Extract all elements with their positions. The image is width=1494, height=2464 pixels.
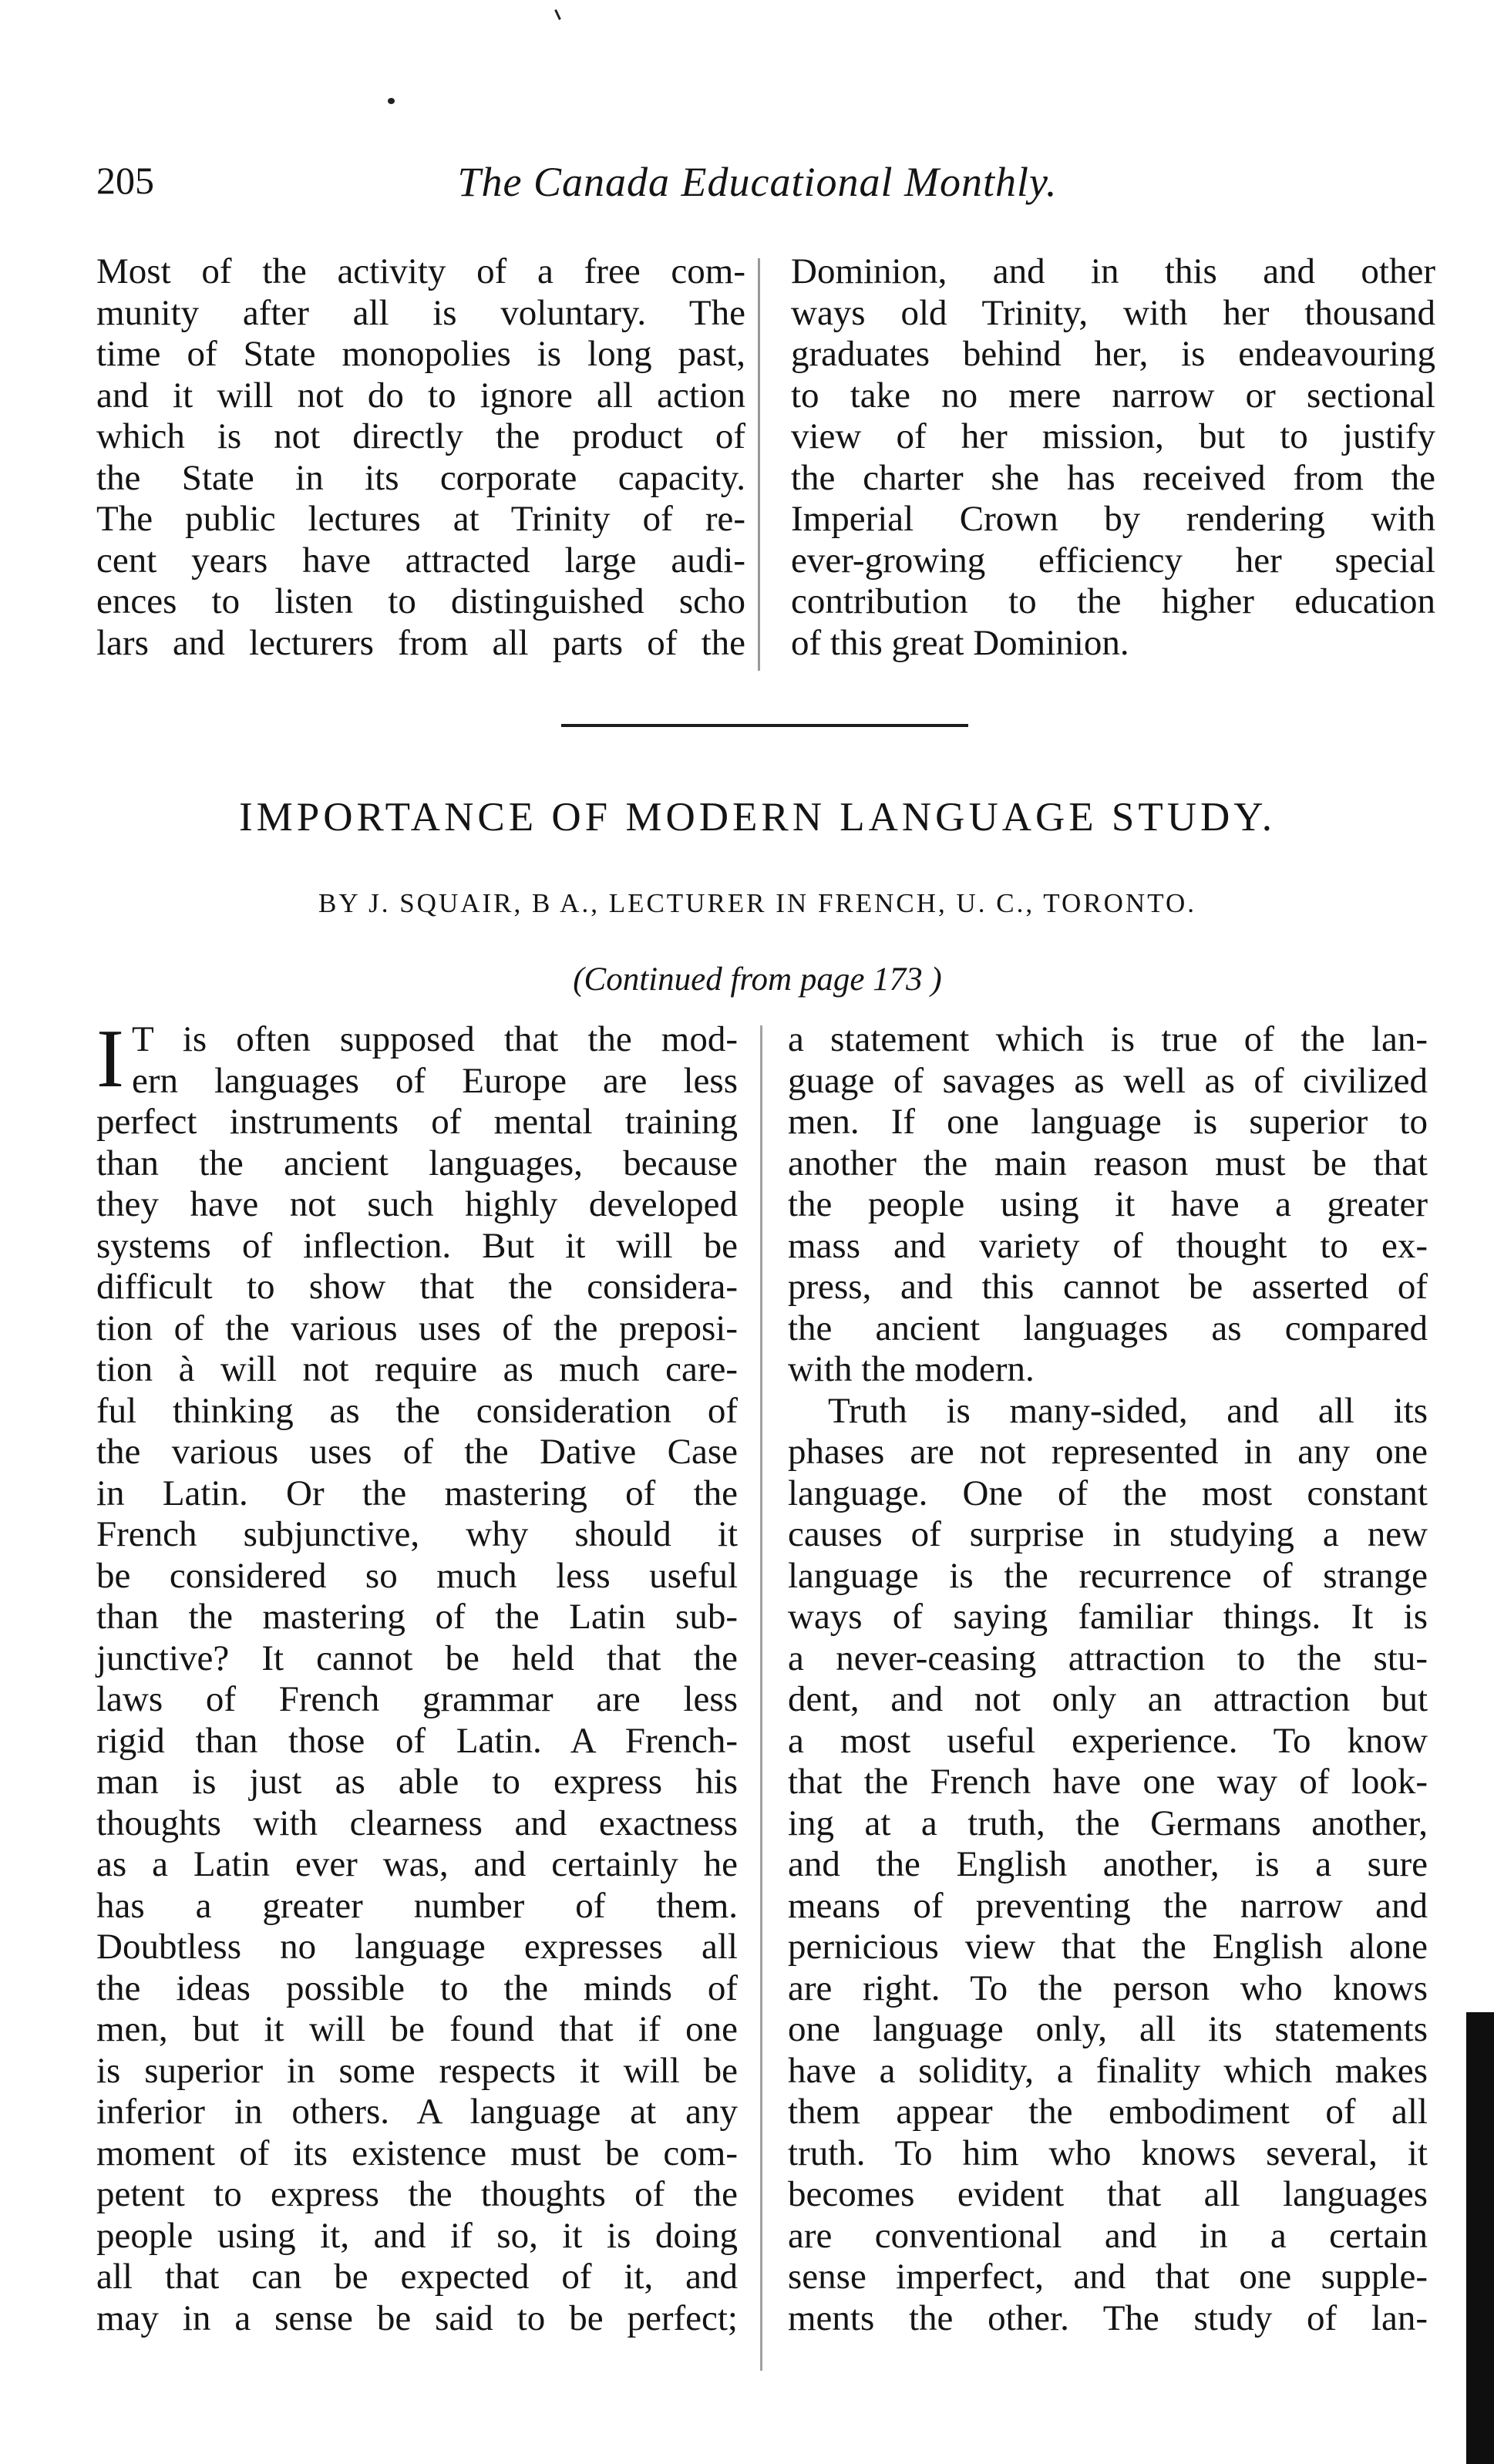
text-line: in Latin. Or the mastering of the: [96, 1473, 738, 1513]
text-line: Imperial Crown by rendering with: [791, 499, 1435, 539]
text-line: dent, and not only an attraction but: [788, 1679, 1428, 1719]
article-title: IMPORTANCE OF MODERN LANGUAGE STUDY.: [238, 795, 1277, 840]
text-line: cent years have attracted large audi-: [96, 540, 745, 581]
text-line: a statement which is true of the lan-: [788, 1019, 1428, 1059]
scan-edge-shadow: [1466, 2012, 1494, 2464]
text-line: has a greater number of them.: [96, 1885, 738, 1926]
text-line: tion à will not require as much care-: [96, 1349, 738, 1389]
text-line: difficult to show that the considera-: [96, 1267, 738, 1307]
article-right-column: [788, 1019, 1428, 2339]
text-line: press, and this cannot be asserted of: [788, 1267, 1428, 1307]
text-line: to take no mere narrow or sectional: [791, 375, 1435, 416]
page-header: [96, 158, 1418, 212]
text-line: becomes evident that all languages: [788, 2174, 1428, 2214]
text-line: graduates behind her, is endeavouring: [791, 334, 1435, 374]
text-line: of this great Dominion.: [791, 622, 1129, 663]
text-line: the people using it have a greater: [788, 1184, 1428, 1224]
text-line: lars and lecturers from all parts of the: [96, 622, 745, 663]
text-line: Doubtless no language expresses all: [96, 1927, 738, 1967]
top-left-column: [96, 251, 745, 664]
text-line: the various uses of the Dative Case: [96, 1432, 738, 1472]
text-line: than the ancient languages, because: [96, 1143, 738, 1183]
continued-note: (Continued from page 173 ): [573, 961, 942, 998]
text-line: ever-growing efficiency her special: [791, 540, 1435, 581]
text-line: that the French have one way of look-: [788, 1762, 1428, 1802]
text-line: inferior in others. A language at any: [96, 2092, 738, 2132]
text-line: causes of surprise in studying a new: [788, 1514, 1428, 1554]
text-line: them appear the embodiment of all: [788, 2092, 1428, 2132]
text-line: the ideas possible to the minds of: [96, 1967, 738, 2008]
text-line: pernicious view that the English alone: [788, 1927, 1428, 1967]
text-line: which is not directly the product of: [96, 416, 745, 456]
text-line: are conventional and in a certain: [788, 2215, 1428, 2256]
text-line: Dominion, and in this and other: [791, 251, 1435, 291]
article-byline: BY J. SQUAIR, B A., LECTURER IN FRENCH, U. C., TORONTO.: [318, 888, 1196, 918]
text-line: petent to express the thoughts of the: [96, 2174, 738, 2214]
text-line: French subjunctive, why should it: [96, 1514, 738, 1554]
article-left-column: [96, 1013, 738, 2339]
text-line: ences to listen to distinguished scho: [96, 581, 745, 621]
text-line: people using it, and if so, it is doing: [96, 2215, 738, 2256]
text-line: systems of inflection. But it will be: [96, 1225, 738, 1266]
text-line: men, but it will be found that if one: [96, 2009, 738, 2049]
text-line: Most of the activity of a free com-: [96, 251, 745, 291]
text-line: be considered so much less useful: [96, 1555, 738, 1596]
text-line: is superior in some respects it will be: [96, 2050, 738, 2091]
text-line: the State in its corporate capacity.: [96, 457, 745, 498]
text-line: junctive? It cannot be held that the: [96, 1638, 738, 1678]
text-line: ways of saying familiar things. It is: [788, 1597, 1428, 1637]
text-line: mass and variety of thought to ex-: [788, 1225, 1428, 1266]
drop-cap: I: [96, 1013, 124, 1105]
text-line: the ancient languages as compared: [788, 1308, 1428, 1348]
text-line: means of preventing the narrow and: [788, 1885, 1428, 1926]
text-line: language is the recurrence of strange: [788, 1555, 1428, 1596]
text-line: ways old Trinity, with her thousand: [791, 292, 1435, 333]
text-line: phases are not represented in any one: [788, 1432, 1428, 1472]
text-line: all that can be expected of it, and: [96, 2257, 738, 2297]
text-line: contribution to the higher education: [791, 581, 1435, 621]
text-line: moment of its existence must be com-: [96, 2132, 738, 2173]
text-line: with the modern.: [788, 1349, 1035, 1389]
text-line: ing at a truth, the Germans another,: [788, 1803, 1428, 1843]
text-line: The public lectures at Trinity of re-: [96, 499, 745, 539]
text-line: time of State monopolies is long past,: [96, 334, 745, 374]
text-line: have a solidity, a finality which makes: [788, 2050, 1428, 2091]
text-line: thoughts with clearness and exactness: [96, 1803, 738, 1843]
text-line: and the English another, is a sure: [788, 1844, 1428, 1884]
text-line: ments the other. The study of lan-: [788, 2297, 1428, 2338]
text-line: one language only, all its statements: [788, 2009, 1428, 2049]
text-line: T is often supposed that the mod-: [131, 1019, 738, 1059]
text-line: men. If one language is superior to: [788, 1102, 1428, 1142]
text-line: rigid than those of Latin. A French-: [96, 1720, 738, 1761]
text-line: and it will not do to ignore all action: [96, 375, 745, 416]
text-line: munity after all is voluntary. The: [96, 292, 745, 333]
text-line: as a Latin ever was, and certainly he: [96, 1844, 738, 1884]
text-line: another the main reason must be that: [788, 1143, 1428, 1183]
text-line: truth. To him who knows several, it: [788, 2132, 1428, 2173]
text-line: guage of savages as well as of civilized: [788, 1060, 1428, 1101]
section-separator-rule: [561, 724, 968, 727]
text-line: perfect instruments of mental training: [96, 1102, 738, 1142]
text-line: sense imperfect, and that one supple-: [788, 2257, 1428, 2297]
top-right-column: [791, 251, 1435, 664]
text-line: are right. To the person who knows: [788, 1967, 1428, 2008]
text-line: may in a sense be said to be perfect;: [96, 2297, 738, 2338]
text-line: ful thinking as the consideration of: [96, 1390, 738, 1431]
text-line: the charter she has received from the: [791, 457, 1435, 498]
text-line: view of her mission, but to justify: [791, 416, 1435, 456]
page-number: 205: [96, 159, 154, 202]
column-divider-top: [758, 258, 760, 671]
text-line: laws of French grammar are less: [96, 1679, 738, 1719]
ink-speck: [388, 98, 395, 104]
text-line: a never-ceasing attraction to the stu-: [788, 1638, 1428, 1678]
running-title: The Canada Educational Monthly.: [457, 159, 1058, 205]
text-line: they have not such highly developed: [96, 1184, 738, 1224]
text-line: Truth is many-sided, and all its: [828, 1390, 1428, 1431]
text-line: a most useful experience. To know: [788, 1720, 1428, 1761]
text-line: ern languages of Europe are less: [131, 1060, 738, 1101]
text-line: man is just as able to express his: [96, 1762, 738, 1802]
column-divider-article: [760, 1025, 762, 2371]
text-line: language. One of the most constant: [788, 1473, 1428, 1513]
text-line: tion of the various uses of the preposi-: [96, 1308, 738, 1348]
text-line: than the mastering of the Latin sub-: [96, 1597, 738, 1637]
ink-mark: [554, 9, 561, 20]
